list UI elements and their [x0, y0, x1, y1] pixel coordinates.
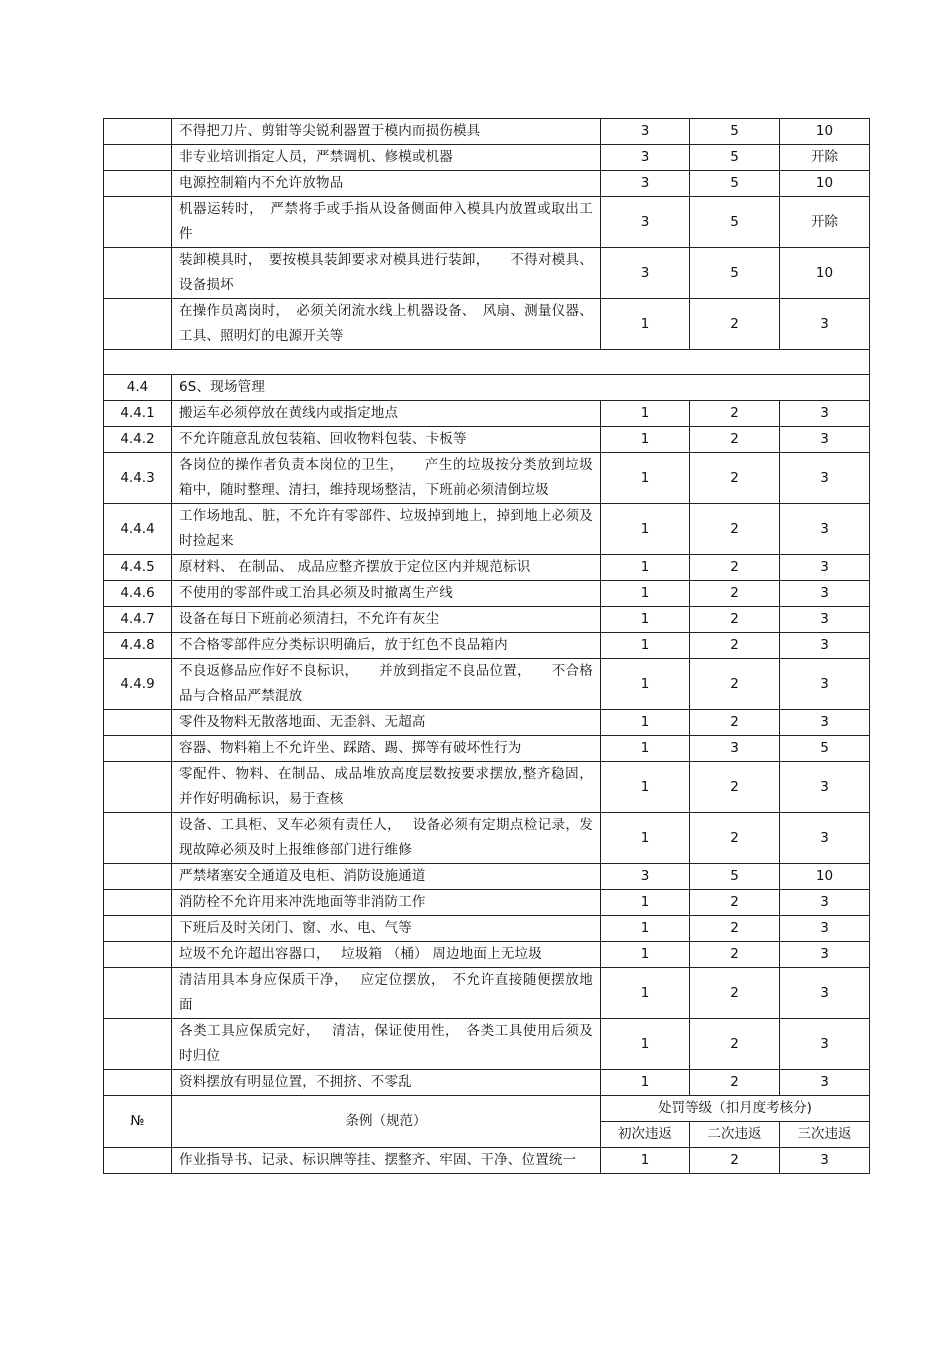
row-penalty-third: 3	[780, 581, 870, 607]
row-rule: 在操作员离岗时， 必须关闭流水线上机器设备、 风扇、测量仪器、工具、照明灯的电源开关等	[172, 299, 601, 350]
row-number	[104, 1148, 172, 1174]
row-penalty-first: 1	[601, 453, 690, 504]
row-penalty-second: 2	[690, 659, 780, 710]
table-row	[104, 119, 870, 145]
table-body-middle	[104, 401, 870, 1096]
table-row	[104, 1070, 870, 1096]
blank-row	[104, 350, 870, 375]
row-penalty-first: 3	[601, 145, 690, 171]
row-number	[104, 145, 172, 171]
row-rule: 零配件、物料、在制品、成品堆放高度层数按要求摆放,整齐稳固，并作好明确标识，易于查核	[172, 762, 601, 813]
row-number	[104, 248, 172, 299]
table-row	[104, 197, 870, 248]
row-penalty-second: 3	[690, 736, 780, 762]
table-row	[104, 453, 870, 504]
table-blank-section	[104, 350, 870, 401]
row-rule: 不良返修品应作好不良标识， 并放到指定不良品位置， 不合格品与合格品严禁混放	[172, 659, 601, 710]
header-rule: 条例（规范）	[172, 1096, 601, 1148]
section-number: 4.4	[104, 375, 172, 401]
row-penalty-first: 1	[601, 581, 690, 607]
row-penalty-third: 10	[780, 119, 870, 145]
row-number	[104, 710, 172, 736]
table-row	[104, 607, 870, 633]
row-penalty-first: 1	[601, 633, 690, 659]
row-penalty-second: 2	[690, 581, 780, 607]
table-row	[104, 401, 870, 427]
row-penalty-first: 1	[601, 401, 690, 427]
row-penalty-second: 5	[690, 119, 780, 145]
row-number: 4.4.7	[104, 607, 172, 633]
row-number	[104, 1019, 172, 1070]
row-number	[104, 916, 172, 942]
row-penalty-second: 2	[690, 1148, 780, 1174]
row-penalty-second: 2	[690, 890, 780, 916]
row-penalty-second: 5	[690, 171, 780, 197]
row-rule: 零件及物料无散落地面、无歪斜、无超高	[172, 710, 601, 736]
row-rule: 工作场地乱、脏，不允许有零部件、垃圾掉到地上，掉到地上必须及时捡起来	[172, 504, 601, 555]
row-number	[104, 299, 172, 350]
row-number	[104, 197, 172, 248]
table-row	[104, 968, 870, 1019]
row-number	[104, 171, 172, 197]
table-row	[104, 736, 870, 762]
row-penalty-third: 3	[780, 427, 870, 453]
table-row	[104, 1019, 870, 1070]
table-row	[104, 145, 870, 171]
table-body-bottom	[104, 1148, 870, 1174]
row-number: 4.4.3	[104, 453, 172, 504]
row-number	[104, 813, 172, 864]
row-number: 4.4.4	[104, 504, 172, 555]
row-penalty-second: 2	[690, 504, 780, 555]
row-penalty-third: 3	[780, 813, 870, 864]
row-rule: 机器运转时， 严禁将手或手指从设备侧面伸入模具内放置或取出工件	[172, 197, 601, 248]
row-rule: 不允许随意乱放包装箱、回收物料包装、卡板等	[172, 427, 601, 453]
row-penalty-first: 3	[601, 171, 690, 197]
section-title: 6S、现场管理	[172, 375, 870, 401]
row-penalty-second: 2	[690, 762, 780, 813]
row-penalty-first: 3	[601, 119, 690, 145]
header-number: №	[104, 1096, 172, 1148]
row-rule: 设备在每日下班前必须清扫，不允许有灰尘	[172, 607, 601, 633]
row-rule: 各岗位的操作者负责本岗位的卫生， 产生的垃圾按分类放到垃圾箱中，随时整理、清扫，维持现场整洁，下班前必须清倒垃圾	[172, 453, 601, 504]
row-penalty-third: 3	[780, 890, 870, 916]
row-number	[104, 762, 172, 813]
row-rule: 清洁用具本身应保质干净， 应定位摆放， 不允许直接随便摆放地面	[172, 968, 601, 1019]
row-number	[104, 736, 172, 762]
row-penalty-second: 2	[690, 1019, 780, 1070]
row-penalty-first: 3	[601, 248, 690, 299]
row-number	[104, 968, 172, 1019]
table-header	[104, 1096, 870, 1148]
row-penalty-third: 10	[780, 171, 870, 197]
row-rule: 非专业培训指定人员，严禁调机、修模或机器	[172, 145, 601, 171]
row-penalty-third: 3	[780, 299, 870, 350]
row-rule: 各类工具应保质完好， 清洁，保证使用性， 各类工具使用后须及时归位	[172, 1019, 601, 1070]
row-penalty-second: 2	[690, 607, 780, 633]
row-penalty-second: 2	[690, 633, 780, 659]
row-penalty-second: 2	[690, 299, 780, 350]
row-penalty-third: 3	[780, 504, 870, 555]
section-row	[104, 375, 870, 401]
row-penalty-second: 5	[690, 197, 780, 248]
row-penalty-third: 3	[780, 659, 870, 710]
row-number: 4.4.5	[104, 555, 172, 581]
row-penalty-third: 3	[780, 968, 870, 1019]
row-penalty-second: 2	[690, 813, 780, 864]
table-row	[104, 248, 870, 299]
row-penalty-first: 1	[601, 916, 690, 942]
row-penalty-second: 5	[690, 864, 780, 890]
row-penalty-third: 3	[780, 453, 870, 504]
regulation-table	[103, 118, 870, 1174]
row-rule: 下班后及时关闭门、窗、水、电、气等	[172, 916, 601, 942]
row-penalty-second: 2	[690, 427, 780, 453]
row-penalty-third: 开除	[780, 145, 870, 171]
row-rule: 装卸模具时， 要按模具装卸要求对模具进行装卸， 不得对模具、设备损坏	[172, 248, 601, 299]
row-rule: 作业指导书、记录、标识牌等挂、摆整齐、牢固、干净、位置统一	[172, 1148, 601, 1174]
row-penalty-third: 3	[780, 710, 870, 736]
row-rule: 严禁堵塞安全通道及电柜、消防设施通道	[172, 864, 601, 890]
row-penalty-third: 3	[780, 1070, 870, 1096]
table-row	[104, 942, 870, 968]
row-penalty-first: 1	[601, 710, 690, 736]
row-penalty-second: 2	[690, 1070, 780, 1096]
row-penalty-second: 2	[690, 916, 780, 942]
row-rule: 容器、物料箱上不允许坐、踩踏、踢、掷等有破坏性行为	[172, 736, 601, 762]
row-penalty-first: 1	[601, 813, 690, 864]
row-penalty-third: 3	[780, 401, 870, 427]
row-penalty-third: 3	[780, 633, 870, 659]
row-penalty-second: 5	[690, 248, 780, 299]
row-penalty-second: 2	[690, 710, 780, 736]
header-first-offense: 初次违返	[601, 1122, 690, 1148]
row-rule: 不使用的零部件或工治具必须及时撤离生产线	[172, 581, 601, 607]
table-row	[104, 504, 870, 555]
table-row	[104, 633, 870, 659]
row-rule: 消防栓不允许用来冲洗地面等非消防工作	[172, 890, 601, 916]
table-row	[104, 171, 870, 197]
row-rule: 垃圾不允许超出容器口， 垃圾箱 （桶） 周边地面上无垃圾	[172, 942, 601, 968]
row-rule: 不得把刀片、剪钳等尖锐利器置于模内而损伤模具	[172, 119, 601, 145]
row-penalty-first: 1	[601, 890, 690, 916]
row-penalty-first: 1	[601, 968, 690, 1019]
row-number: 4.4.9	[104, 659, 172, 710]
header-row	[104, 1096, 870, 1122]
row-penalty-first: 1	[601, 659, 690, 710]
row-penalty-first: 1	[601, 762, 690, 813]
row-penalty-third: 3	[780, 1148, 870, 1174]
table-row	[104, 555, 870, 581]
row-penalty-first: 1	[601, 942, 690, 968]
row-penalty-second: 2	[690, 968, 780, 1019]
row-rule: 原材料、 在制品、 成品应整齐摆放于定位区内并规范标识	[172, 555, 601, 581]
row-penalty-third: 3	[780, 762, 870, 813]
row-penalty-third: 10	[780, 248, 870, 299]
row-penalty-third: 3	[780, 916, 870, 942]
row-penalty-second: 2	[690, 942, 780, 968]
table-row	[104, 890, 870, 916]
table-row	[104, 762, 870, 813]
table-row	[104, 1148, 870, 1174]
table-row	[104, 299, 870, 350]
row-penalty-first: 1	[601, 1148, 690, 1174]
row-penalty-third: 3	[780, 555, 870, 581]
row-penalty-second: 2	[690, 401, 780, 427]
table-row	[104, 710, 870, 736]
row-penalty-first: 1	[601, 1070, 690, 1096]
row-number	[104, 119, 172, 145]
row-penalty-first: 1	[601, 427, 690, 453]
table-row	[104, 864, 870, 890]
table-row	[104, 916, 870, 942]
row-number: 4.4.1	[104, 401, 172, 427]
row-penalty-second: 2	[690, 555, 780, 581]
row-rule: 不合格零部件应分类标识明确后，放于红色不良品箱内	[172, 633, 601, 659]
header-second-offense: 二次违返	[690, 1122, 780, 1148]
row-penalty-first: 1	[601, 555, 690, 581]
row-penalty-third: 开除	[780, 197, 870, 248]
table-row	[104, 427, 870, 453]
row-penalty-first: 1	[601, 736, 690, 762]
row-number	[104, 1070, 172, 1096]
row-penalty-first: 1	[601, 299, 690, 350]
row-number	[104, 890, 172, 916]
row-penalty-second: 2	[690, 453, 780, 504]
table-row	[104, 659, 870, 710]
row-penalty-third: 3	[780, 607, 870, 633]
row-penalty-first: 3	[601, 864, 690, 890]
row-penalty-third: 3	[780, 942, 870, 968]
header-penalty: 处罚等级（扣月度考核分)	[601, 1096, 870, 1122]
row-number: 4.4.8	[104, 633, 172, 659]
table-row	[104, 581, 870, 607]
row-penalty-first: 1	[601, 607, 690, 633]
row-penalty-first: 3	[601, 197, 690, 248]
row-penalty-third: 5	[780, 736, 870, 762]
row-rule: 搬运车必须停放在黄线内或指定地点	[172, 401, 601, 427]
header-third-offense: 三次违返	[780, 1122, 870, 1148]
row-number: 4.4.2	[104, 427, 172, 453]
row-rule: 设备、工具柜、叉车必须有责任人， 设备必须有定期点检记录，发现故障必须及时上报维修部门进行维修	[172, 813, 601, 864]
table-row	[104, 813, 870, 864]
row-penalty-first: 1	[601, 1019, 690, 1070]
table-body-top	[104, 119, 870, 350]
row-rule: 电源控制箱内不允许放物品	[172, 171, 601, 197]
row-penalty-third: 10	[780, 864, 870, 890]
row-penalty-first: 1	[601, 504, 690, 555]
row-penalty-third: 3	[780, 1019, 870, 1070]
row-penalty-second: 5	[690, 145, 780, 171]
row-number: 4.4.6	[104, 581, 172, 607]
row-number	[104, 864, 172, 890]
row-rule: 资料摆放有明显位置，不拥挤、不零乱	[172, 1070, 601, 1096]
row-number	[104, 942, 172, 968]
